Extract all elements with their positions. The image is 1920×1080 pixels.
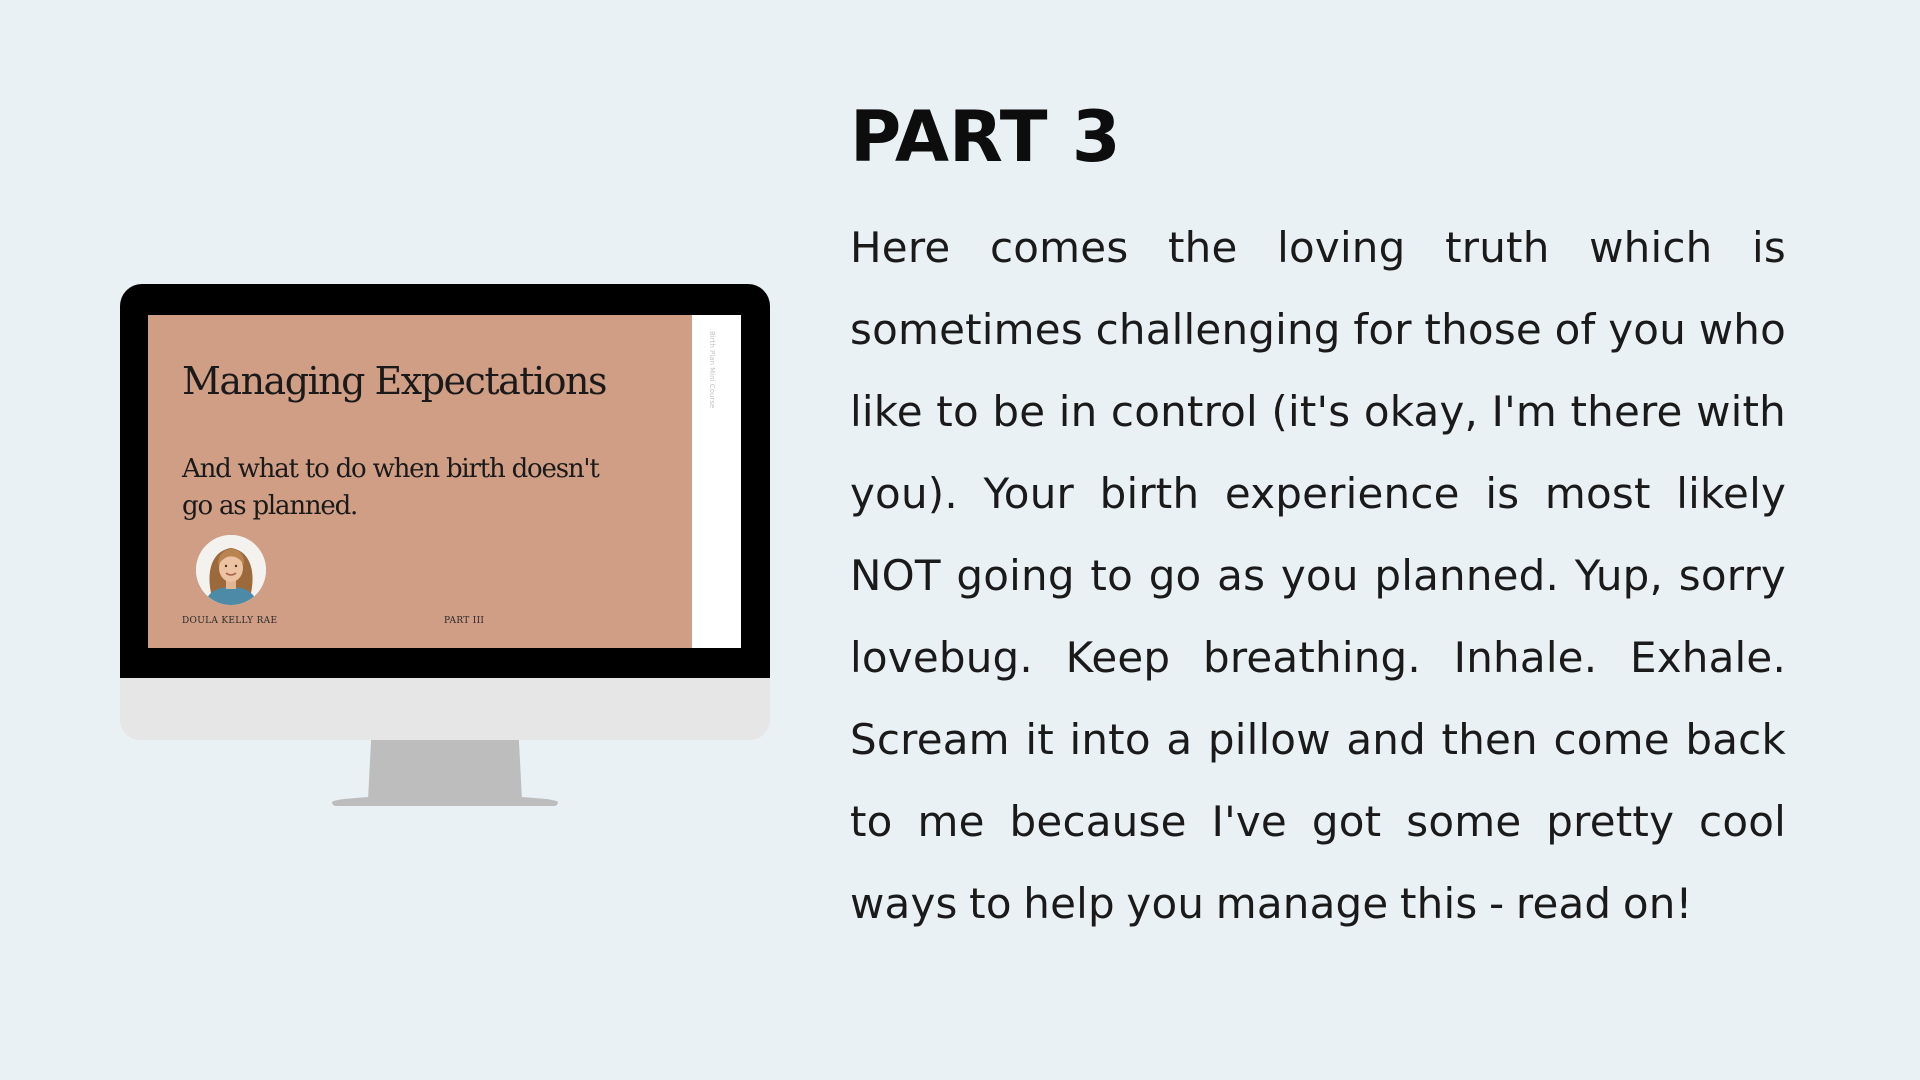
- monitor-stand-base: [332, 796, 558, 806]
- part-heading: PART 3: [850, 96, 1121, 178]
- slide-author: DOULA KELLY RAE: [182, 616, 278, 626]
- course-slide: [148, 315, 692, 648]
- slide-subtitle: And what to do when birth doesn't go as planned.: [182, 454, 599, 521]
- slide-part-label: PART III: [444, 616, 485, 626]
- monitor-stand: [368, 740, 522, 800]
- author-avatar-icon: [196, 535, 266, 605]
- section-body-text: Here comes the loving truth which is sometimes challenging for those of you who like to be in control (it's okay, I'm there with you). Your birth experience is most likely NOT going to go as you planned. Yup, sorry lovebug. Keep breathing. Inhale. Exhale. Scream it into a pillow and then come back to me because I've got some pretty cool ways to help you manage this - read on!: [850, 223, 1786, 928]
- monitor-bezel: [120, 284, 770, 678]
- monitor-mockup: [120, 284, 770, 807]
- person-photo-icon: [196, 535, 266, 605]
- monitor-screen: [148, 315, 741, 648]
- slide-title: Managing Expectations: [182, 359, 607, 403]
- slide-side-strip: [692, 315, 741, 648]
- side-strip-text: Birth Plan Mini Course: [708, 331, 716, 409]
- monitor-chin: [120, 678, 770, 740]
